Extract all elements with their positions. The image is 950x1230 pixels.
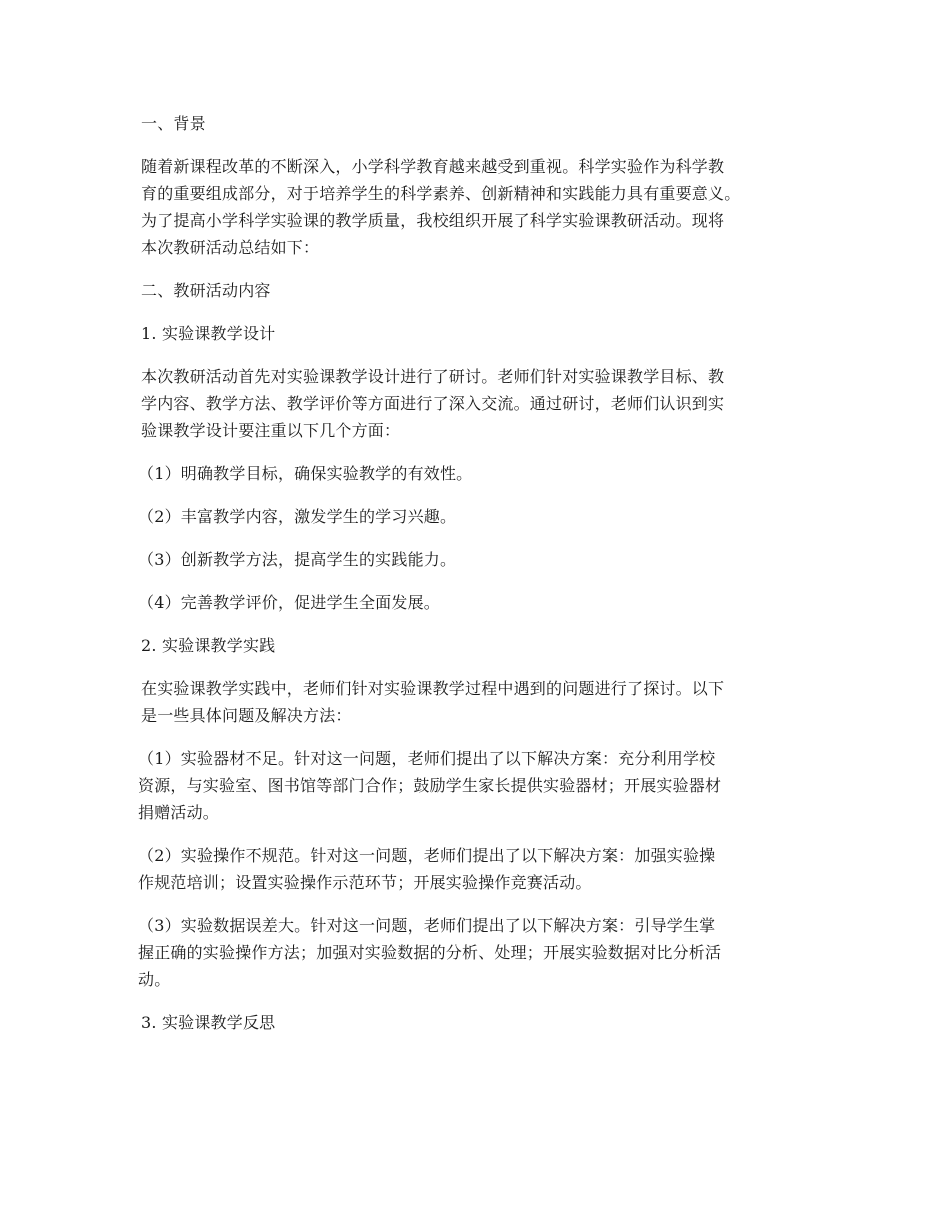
text-line: 随着新课程改革的不断深入，小学科学教育越来越受到重视。科学实验作为科学教 [141,157,725,176]
list-item: （2）丰富教学内容，激发学生的学习兴趣。 [138,507,457,526]
text-line: （3）实验数据误差大。针对这一问题，老师们提出了以下解决方案：引导学生掌 [138,916,716,935]
text-line: 动。 [138,970,171,989]
text-line: 握正确的实验操作方法；加强对实验数据的分析、处理；开展实验数据对比分析活 [138,943,722,962]
text-line: 为了提高小学科学实验课的教学质量，我校组织开展了科学实验课教研活动。现将 [141,211,725,230]
subsection-heading-design: 1. 实验课教学设计 [141,324,276,343]
subsection-heading-practice: 2. 实验课教学实践 [141,636,276,655]
practice-paragraph [141,675,821,729]
text-line: （2）实验操作不规范。针对这一问题，老师们提出了以下解决方案：加强实验操 [138,846,716,865]
text-line: 本次教研活动首先对实验课教学设计进行了研讨。老师们针对实验课教学目标、教 [141,367,725,386]
list-item [138,745,821,826]
list-item: （1）明确教学目标，确保实验教学的有效性。 [138,464,473,483]
list-item [138,842,821,896]
text-line: 是一些具体问题及解决方法： [141,706,352,725]
design-paragraph [141,363,821,444]
text-line: 在实验课教学实践中，老师们针对实验课教学过程中遇到的问题进行了探讨。以下 [141,679,725,698]
text-line: 作规范培训；设置实验操作示范环节；开展实验操作竞赛活动。 [138,873,592,892]
list-item: （3）创新教学方法，提高学生的实践能力。 [138,550,457,569]
section-heading-activity-content: 二、教研活动内容 [141,281,271,300]
subsection-heading-reflection: 3. 实验课教学反思 [141,1013,276,1032]
text-line: 学内容、教学方法、教学评价等方面进行了深入交流。通过研讨，老师们认识到实 [141,394,725,413]
text-line: 捐赠活动。 [138,803,220,822]
text-line: （1）实验器材不足。针对这一问题，老师们提出了以下解决方案：充分利用学校 [138,749,716,768]
list-item: （4）完善教学评价，促进学生全面发展。 [138,593,440,612]
text-line: 验课教学设计要注重以下几个方面： [141,421,401,440]
document-body [138,110,821,1052]
list-item [138,912,821,993]
background-paragraph [141,153,821,261]
section-heading-background: 一、背景 [141,114,206,133]
text-line: 资源，与实验室、图书馆等部门合作；鼓励学生家长提供实验器材；开展实验器材 [138,776,722,795]
text-line: 育的重要组成部分，对于培养学生的科学素养、创新精神和实践能力具有重要意义。 [141,184,741,203]
text-line: 本次教研活动总结如下： [141,238,320,257]
